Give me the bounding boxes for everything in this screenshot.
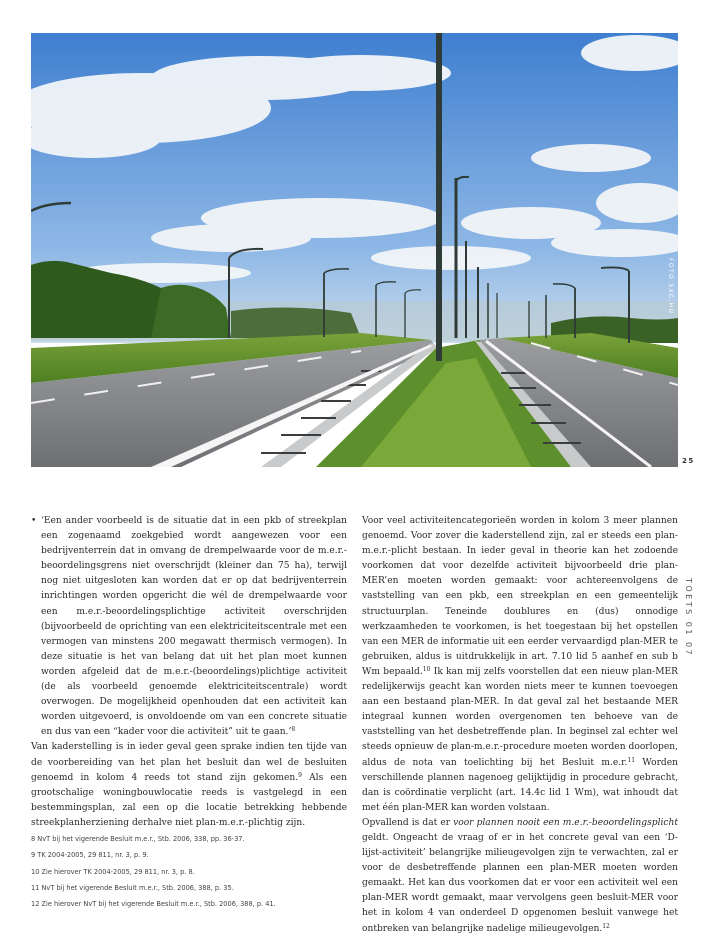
footnote: 8 NvT bij het vigerende Besluit m.e.r., Stb. 2006, 338, pp. 36-37. (31, 835, 245, 843)
footnote: 9 TK 2004-2005, 29 811, nr. 3, p. 9. (31, 851, 149, 860)
body-text: Worden verschillende plannen nagenoeg gelijktijdig in procedure gebracht, dan is coördinatie verplicht (art. 14.4c lid 1 Wm), wat inhoudt dat met één plan-MER kan worden volstaan. (362, 757, 678, 813)
highway-photo (31, 33, 678, 467)
body-paragraph (31, 740, 347, 831)
body-text: Als een grootschalige woningbouwlocatie reeds is vastgelegd in een bestemmingsplan, zal een op die locatie betrekking hebbende streekplanherziening derhalve niet plan-m.e.r.-plichtig zijn. (31, 772, 347, 828)
footnote: 12 Zie hierover NvT bij het vigerende Besluit m.e.r., Stb. 2006, 388, p. 41. (31, 900, 276, 909)
quote-text: ‘Een ander voorbeeld is de situatie dat in een pkb of streekplan een zogenaamd zoekgebied wordt aangewezen voor een bedrijventerrein dat in omvang de drempelwaarde voor de m.e.r.-beoordelingsgrens niet overschrijdt (kleiner dan 75 ha), terwijl nog niet uitgesloten kan worden dat er op dat bedrijventerrein inrichtingen worden opgericht die wél de drempelwaarde voor een m.e.r.-beoordelingsplichtige activiteit overschrijden (bijvoorbeeld de oprichting van een elektriciteitscentrale met een vermogen van minstens 200 megawatt thermisch vermogen). In deze situatie is het van belang dat uit het plan moet kunnen worden afgeleid dat de m.e.r.-(beoordelings)plichtige activiteit (de als voorbeeld genoemde elektriciteitscentrale) wordt overwogen. De mogelijkheid openhouden dat een activiteit kan worden uitgevoerd, is onvoldoende om van een concrete situatie en dus van een “kader voor die activiteit” uit te gaan.’ (41, 516, 347, 738)
body-text: Voor veel activiteitencategorieën worden in kolom 3 meer plannen genoemd. Voor zover die kaderstellend zijn, zal er steeds een plan-m.e.r.-plicht bestaan. In ieder geval in theorie kan het zodoende voorkomen dat voor dezelfde activiteit bijvoorbeeld drie plan-MER’en moeten worden gemaakt: voor achtereenvolgens de vaststelling van een pkb, een streekplan en een gemeentelijk structuurplan. Teneinde doublures en (dus) onnodige werkzaamheden te voorkomen, is het toegestaan bij het opstellen van een MER de informatie uit een eerder vervaardigd plan-MER te gebruiken, aldus is uitdrukkelijk in art. 7.10 lid 5 aanhef en sub b Wm bepaald. (362, 516, 678, 677)
quote-bullet (31, 514, 347, 740)
body-text: Opvallend is dat er (362, 817, 454, 828)
footnote: 11 NvT bij het vigerende Besluit m.e.r., Stb. 2006, 388, p. 35. (31, 883, 234, 892)
body-text: Ik kan mij zelfs voorstellen dat een nieuw plan-MER redelijkerwijs geacht kan worden niets meer te kunnen toevoegen aan een bestaand plan-MER. In dat geval zal het bestaande MER integraal kunnen worden overgenomen ten behoeve van de vaststelling van het desbetreffende plan. In beginsel zal echter wel steeds opnieuw de plan-m.e.r.-procedure moeten worden doorlopen, aldus de nota van toelichting bij het Besluit m.e.r. (362, 666, 678, 768)
footnote-ref-11: 11 (627, 756, 636, 764)
bullet-mark: • (31, 516, 37, 526)
footnote-ref-8: 8 (291, 726, 296, 734)
footnote-ref-9: 9 (298, 771, 302, 779)
body-paragraph (362, 514, 678, 816)
right-column (362, 514, 678, 937)
body-paragraph (362, 816, 678, 937)
footnote-ref-12: 12 (602, 922, 610, 930)
footnotes (31, 831, 347, 912)
body-text: geldt. Ongeacht de vraag of er in het concrete geval van een ‘D-lijst-activiteit’ belangrijke milieugevolgen zijn te verwachten, zal er voor de desbetreffende plannen een plan-MER moeten worden gemaakt. Het kan dus voorkomen dat er voor een activiteit wel een plan-MER wordt gemaakt, maar vervolgens geen besluit-MER voor het in kolom 4 van onderdeel D opgenomen besluit vanwege het ontbreken van belangrijke nadelige milieugevolgen. (362, 832, 678, 934)
photo-credit: FOTO SXC.HU (667, 258, 674, 315)
footnote: 10 Zie hierover TK 2004-2005, 29 811, nr. 3, p. 8. (31, 867, 195, 876)
page-number: 25 (682, 457, 695, 465)
footnote-ref-10: 10 (422, 665, 431, 673)
emphasis-text: voor plannen nooit een m.e.r.-beoordelingsplicht (453, 817, 678, 828)
journal-tag: TOETS 01 07 (684, 578, 693, 658)
body-text: Van kaderstelling is in ieder geval geen sprake indien ten tijde van de voorbereiding van het plan het besluit dan wel de besluiten genoemd in kolom 4 reeds tot stand zijn gekomen. (31, 742, 347, 783)
left-column (31, 514, 347, 831)
